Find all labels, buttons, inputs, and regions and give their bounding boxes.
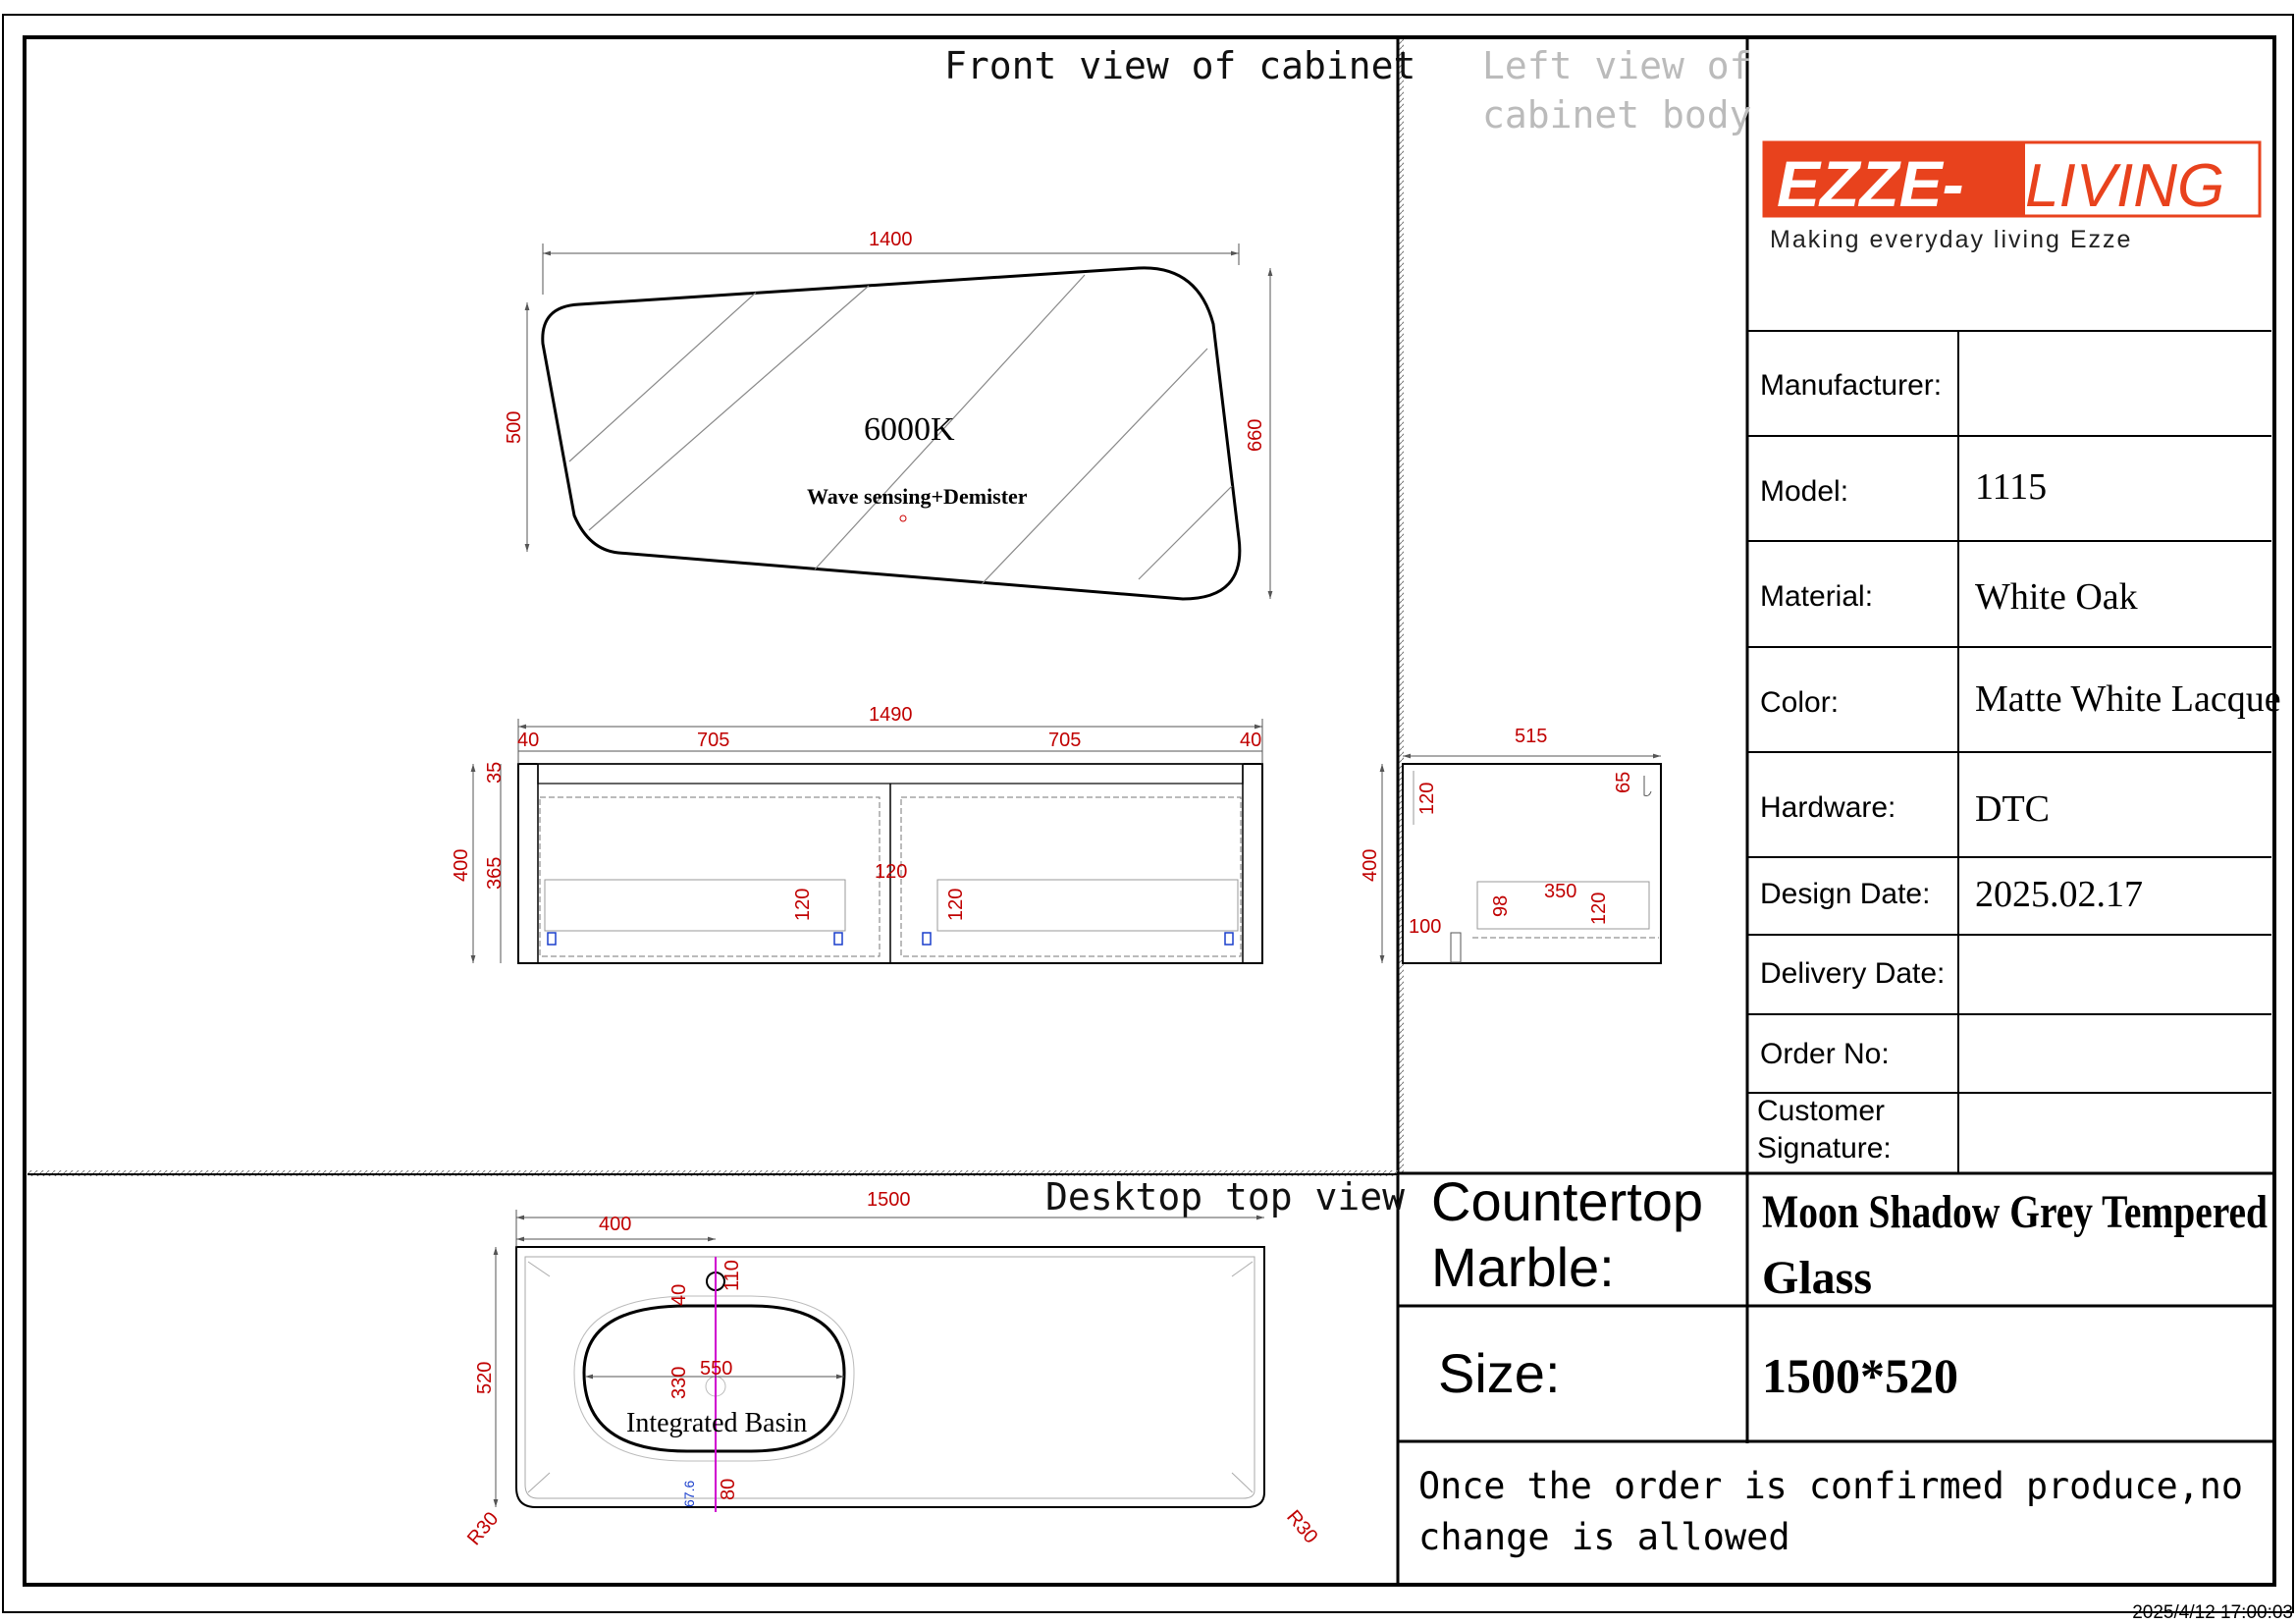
logo-tagline: Making everyday living Ezze bbox=[1770, 226, 2133, 253]
top-depth-dim: 520 bbox=[474, 1361, 496, 1394]
side-bottom-left-dim: 100 bbox=[1409, 916, 1442, 938]
mirror-features: Wave sensing+Demister bbox=[807, 484, 1028, 509]
radius-right-dim: R30 bbox=[1282, 1506, 1322, 1548]
label-customer-signature: Customer Signature: bbox=[1757, 1095, 1892, 1164]
front-top-band-dim: 35 bbox=[484, 761, 506, 784]
countertop-value-line2: Glass bbox=[1762, 1252, 1873, 1304]
countertop-label-line1: Countertop bbox=[1431, 1170, 1704, 1232]
value-model: 1115 bbox=[1975, 466, 2048, 508]
mirror-color-temp: 6000K bbox=[864, 411, 955, 448]
basin-label: Integrated Basin bbox=[626, 1408, 808, 1438]
label-model: Model: bbox=[1760, 475, 1849, 508]
notice-line1: Once the order is confirmed produce,no bbox=[1418, 1465, 2243, 1507]
front-height-dim: 400 bbox=[451, 848, 472, 882]
mirror-left-height-dim: 500 bbox=[504, 410, 525, 444]
tap-offset-dim: 110 bbox=[721, 1260, 743, 1291]
basin-height-dim: 330 bbox=[668, 1366, 690, 1399]
side-drawer-h-dim: 98 bbox=[1490, 894, 1512, 917]
small-dim: 67.6 bbox=[681, 1480, 697, 1507]
sensor-icon bbox=[900, 515, 906, 521]
basin-width-dim: 550 bbox=[700, 1358, 733, 1380]
label-delivery-date: Delivery Date: bbox=[1760, 957, 1946, 990]
bottom-gap-dim: 80 bbox=[718, 1478, 739, 1500]
label-manufacturer: Manufacturer: bbox=[1760, 369, 1943, 402]
side-height-dim: 400 bbox=[1360, 848, 1381, 882]
side-drawer-r-dim: 120 bbox=[1588, 892, 1610, 925]
front-view-title: Front view of cabinet bbox=[944, 44, 1416, 87]
logo-accent: LIVING bbox=[2025, 152, 2225, 220]
front-gap-dim: 120 bbox=[875, 861, 908, 883]
value-hardware: DTC bbox=[1975, 788, 2050, 830]
front-inner-left-dim: 120 bbox=[792, 888, 814, 921]
countertop-value-line1: Moon Shadow Grey Tempered bbox=[1762, 1186, 2269, 1238]
top-view-title: Desktop top view bbox=[1045, 1175, 1406, 1218]
notice-line2: change is allowed bbox=[1418, 1516, 1790, 1558]
mirror-width-dim: 1400 bbox=[869, 229, 913, 250]
value-material: White Oak bbox=[1975, 576, 2138, 618]
size-label: Size: bbox=[1438, 1342, 1561, 1404]
front-drawer-left-dim: 705 bbox=[697, 730, 730, 751]
mirror-right-height-dim: 660 bbox=[1245, 418, 1266, 452]
front-side-left-dim: 40 bbox=[517, 730, 540, 751]
left-view-title-line1: Left view of bbox=[1482, 44, 1752, 87]
front-side-right-dim: 40 bbox=[1240, 730, 1262, 751]
front-drawer-right-dim: 705 bbox=[1048, 730, 1082, 751]
label-order-no: Order No: bbox=[1760, 1038, 1890, 1070]
radius-left-dim: R30 bbox=[462, 1507, 504, 1550]
top-length-dim: 1500 bbox=[867, 1189, 911, 1211]
left-view-title-line2: cabinet body bbox=[1482, 93, 1752, 136]
top-offset-dim: 400 bbox=[599, 1214, 632, 1235]
mirror-drawing bbox=[504, 229, 1270, 599]
value-color: Matte White Lacque bbox=[1975, 678, 2281, 720]
countertop-label-line2: Marble: bbox=[1431, 1236, 1615, 1298]
side-drawer-w-dim: 350 bbox=[1544, 881, 1577, 902]
front-cabinet-drawing bbox=[451, 704, 1262, 963]
size-value: 1500*520 bbox=[1762, 1348, 1958, 1403]
side-top-inner-dim: 120 bbox=[1416, 782, 1438, 815]
top-view-drawing bbox=[463, 1189, 1322, 1549]
logo-main: EZZE- bbox=[1777, 147, 1964, 220]
label-hardware: Hardware: bbox=[1760, 791, 1896, 824]
info-labels bbox=[1757, 369, 2281, 1173]
left-side-drawing bbox=[1360, 726, 1661, 963]
label-material: Material: bbox=[1760, 580, 1874, 613]
tap-gap-dim: 40 bbox=[668, 1283, 690, 1306]
front-body-dim: 365 bbox=[484, 856, 506, 890]
label-color: Color: bbox=[1760, 686, 1840, 719]
value-design-date: 2025.02.17 bbox=[1975, 874, 2143, 915]
label-design-date: Design Date: bbox=[1760, 878, 1931, 910]
side-top-right-dim: 65 bbox=[1613, 771, 1634, 793]
front-inner-right-dim: 120 bbox=[945, 888, 967, 921]
timestamp: 2025/4/12 17:00:03 bbox=[2132, 1602, 2293, 1623]
side-depth-dim: 515 bbox=[1515, 726, 1548, 747]
front-total-dim: 1490 bbox=[869, 704, 913, 726]
brand-logo bbox=[1764, 142, 2260, 253]
